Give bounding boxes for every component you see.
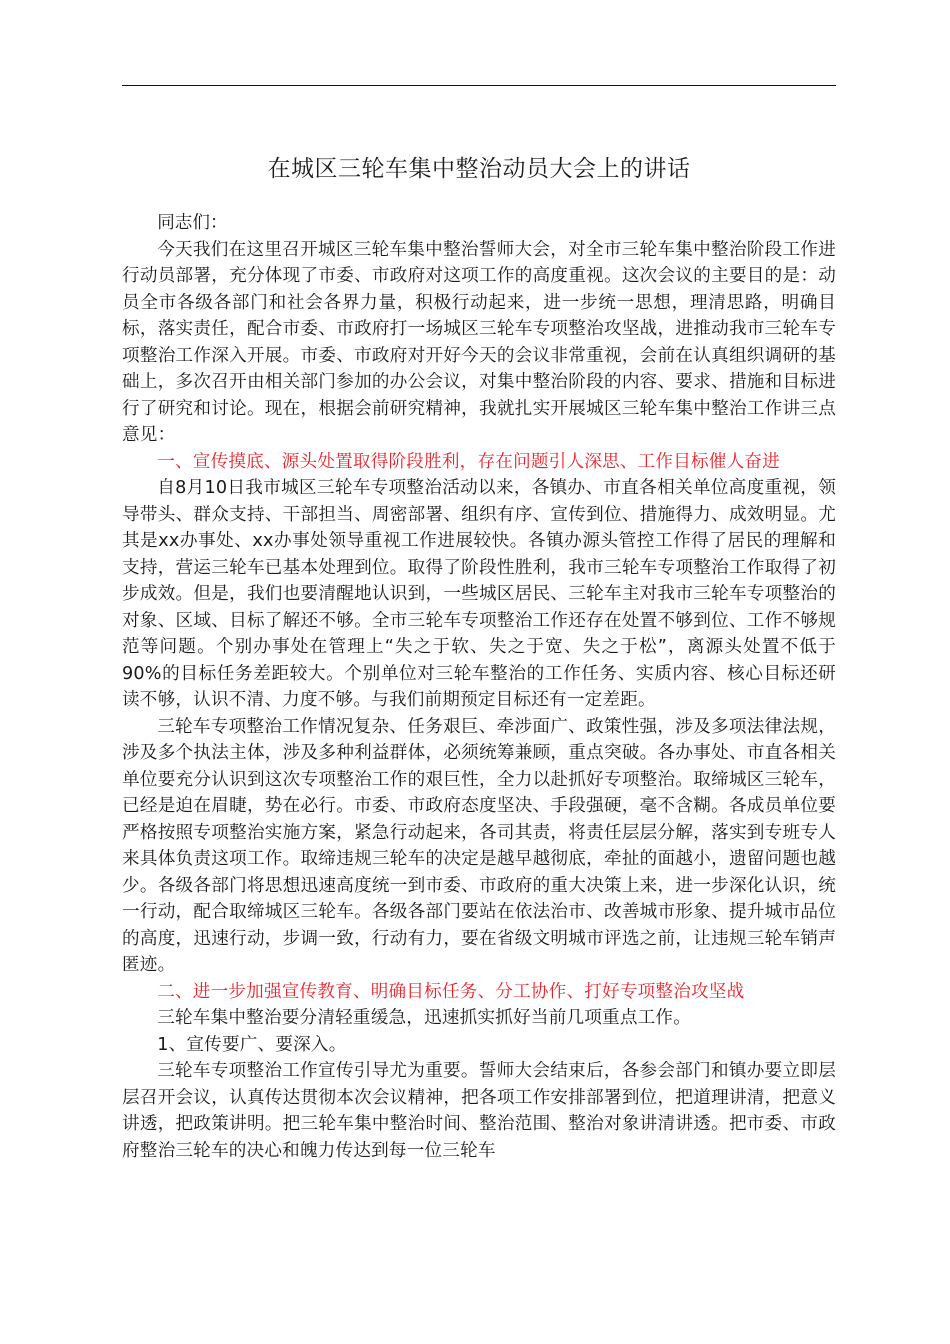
document-body <box>122 210 836 1164</box>
paragraph-progress: 自8月10日我市城区三轮车专项整治活动以来，各镇办、市直各相关单位高度重视，领导带头、群众支持、干部担当、周密部署、组织有序、宣传到位、措施得力、成效明显。尤其是xx办事处、xx办事处领导重视工作进展较快。各镇办源头管控工作得了居民的理解和支持，营运三轮车已基本处理到位。取得了阶段性胜利，我市三轮车专项整治工作取得了初步成效。但是，我们也要清醒地认识到，一些城区居民、三轮车主对我市三轮车专项整治的对象、区域、目标了解还不够。全市三轮车专项整治工作还存在处置不够到位、工作不够规范等问题。个别办事处在管理上“失之于软、失之于宽、失之于松”，离源头处置不低于90%的目标任务差距较大。个别单位对三轮车整治的工作任务、实质内容、核心目标还研读不够，认识不清、力度不够。与我们前期预定目标还有一定差距。 <box>122 478 836 710</box>
section-heading-2: 二、进一步加强宣传教育、明确目标任务、分工协作、打好专项整治攻坚战 <box>157 981 745 1002</box>
paragraph-priorities: 三轮车集中整治要分清轻重缓急，迅速抓实抓好当前几项重点工作。 <box>157 1008 692 1028</box>
salutation: 同志们： <box>157 213 228 233</box>
paragraph-difficulty: 三轮车专项整治工作情况复杂、任务艰巨、牵涉面广、政策性强，涉及多项法律法规，涉及多个执法主体，涉及多种利益群体，必须统筹兼顾，重点突破。各办事处、市直各相关单位要充分认识到这次专项整治工作的艰巨性，全力以赴抓好专项整治。取缔城区三轮车，已经是迫在眉睫，势在必行。市委、市政府态度坚决、手段强硬，毫不含糊。各成员单位要严格按照专项整治实施方案，紧急行动起来，各司其责，将责任层层分解，落实到专班专人来具体负责这项工作。取缔违规三轮车的决定是越早越彻底，牵扯的面越小，遗留问题也越少。各级各部门将思想迅速高度统一到市委、市政府的重大决策上来，进一步深化认识，统一行动，配合取缔城区三轮车。各级各部门要站在依法治市、改善城市形象、提升城市品位的高度，迅速行动，步调一致，行动有力，要在省级文明城市评选之前，让违规三轮车销声匿迹。 <box>122 716 836 975</box>
header-rule <box>122 85 836 86</box>
document-title: 在城区三轮车集中整治动员大会上的讲话 <box>267 156 691 182</box>
paragraph-publicity: 三轮车专项整治工作宣传引导尤为重要。誓师大会结束后，各参会部门和镇办要立即层层召开会议，认真传达贯彻本次会议精神，把各项工作安排部署到位，把道理讲清，把意义讲透，把政策讲明。把三轮车集中整治时间、整治范围、整治对象讲清讲透。把市委、市政府整治三轮车的决心和魄力传达到每一位三轮车 <box>122 1061 836 1161</box>
subheading-publicity: 1、宣传要广、要深入。 <box>157 1034 347 1055</box>
paragraph-intro: 今天我们在这里召开城区三轮车集中整治誓师大会，对全市三轮车集中整治阶段工作进行动员部署，充分体现了市委、市政府对这项工作的高度重视。这次会议的主要目的是：动员全市各级各部门和社会各界力量，积极行动起来，进一步统一思想，理清思路，明确目标，落实责任，配合市委、市政府打一场城区三轮车专项整治攻坚战，进推动我市三轮车专项整治工作深入开展。市委、市政府对开好今天的会议非常重视，会前在认真组织调研的基础上，多次召开由相关部门参加的办公会议，对集中整治阶段的内容、要求、措施和目标进行了研究和讨论。现在，根据会前研究精神，我就扎实开展城区三轮车集中整治工作讲三点意见： <box>122 239 836 445</box>
section-heading-1: 一、宣传摸底、源头处置取得阶段胜利，存在问题引人深思、工作目标催人奋进 <box>157 451 780 472</box>
